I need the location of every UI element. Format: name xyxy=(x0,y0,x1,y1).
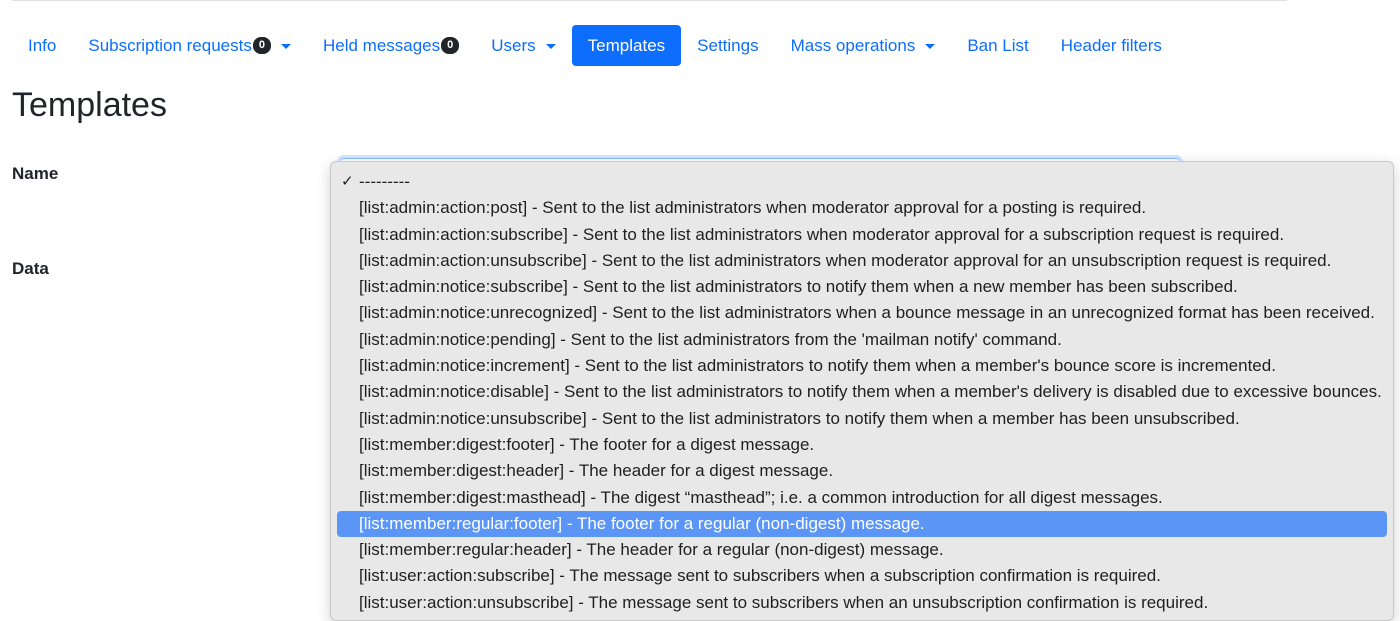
name-field-label: Name xyxy=(12,164,59,183)
subscription-requests-count-badge: 0 xyxy=(253,37,271,54)
dropdown-option-label: [list:admin:notice:unrecognized] - Sent to the list administrators when a bounce message in an unrecognized format has been received. xyxy=(359,303,1375,323)
tab-info[interactable] xyxy=(12,25,72,66)
dropdown-option[interactable] xyxy=(337,432,1387,458)
dropdown-option-label: [list:member:regular:header] - The header for a regular (non-digest) message. xyxy=(359,540,944,560)
dropdown-option[interactable] xyxy=(337,327,1387,353)
dropdown-option-label: [list:admin:notice:subscribe] - Sent to the list administrators to notify them when a new member has been subscribed. xyxy=(359,277,1238,297)
dropdown-option-label: [list:member:digest:footer] - The footer for a digest message. xyxy=(359,434,815,454)
tab-templates[interactable] xyxy=(572,25,681,66)
tab-ban-list-label: Ban List xyxy=(967,35,1029,55)
dropdown-option-label: [list:member:digest:masthead] - The digest “masthead”; i.e. a common introduction for all digest messages. xyxy=(359,487,1163,507)
tab-header-filters-label: Header filters xyxy=(1060,35,1162,55)
dropdown-option[interactable] xyxy=(337,406,1387,432)
template-name-dropdown[interactable] xyxy=(330,161,1394,621)
list-admin-nav xyxy=(12,25,1178,66)
dropdown-option[interactable] xyxy=(337,353,1387,379)
tab-mass-operations-label: Mass operations xyxy=(790,35,916,55)
tab-settings[interactable] xyxy=(681,25,774,66)
tab-subscription-requests[interactable] xyxy=(72,25,307,66)
dropdown-option-label: [list:admin:notice:disable] - Sent to the list administrators to notify them when a member's delivery is disabled due to excessive bounces. xyxy=(359,382,1382,402)
dropdown-option[interactable] xyxy=(337,195,1387,221)
dropdown-option-label: [list:admin:notice:pending] - Sent to the list administrators from the 'mailman notify' command. xyxy=(359,329,1062,349)
page-title: Templates xyxy=(12,86,167,124)
top-divider xyxy=(12,0,1287,1)
dropdown-option-label: [list:admin:action:unsubscribe] - Sent to the list administrators when moderator approval for an unsubscription request is required. xyxy=(359,250,1332,270)
tab-subscription-requests-label: Subscription requests xyxy=(88,35,252,55)
checkmark-icon: ✓ xyxy=(341,173,354,190)
dropdown-option-highlighted[interactable] xyxy=(337,511,1387,537)
tab-header-filters[interactable] xyxy=(1045,25,1178,66)
dropdown-option[interactable] xyxy=(337,590,1387,616)
chevron-down-icon xyxy=(546,44,556,49)
chevron-down-icon xyxy=(925,44,935,49)
held-messages-count-badge: 0 xyxy=(441,37,459,54)
dropdown-option[interactable] xyxy=(337,169,1387,195)
tab-held-messages[interactable] xyxy=(307,25,475,66)
dropdown-option-label: [list:user:action:unsubscribe] - The message sent to subscribers when an unsubscription confirmation is required. xyxy=(359,592,1209,612)
tab-templates-label: Templates xyxy=(587,35,666,55)
tab-ban-list[interactable] xyxy=(951,25,1044,66)
dropdown-option[interactable] xyxy=(337,274,1387,300)
tab-settings-label: Settings xyxy=(697,35,759,55)
dropdown-option-label: --------- xyxy=(359,172,410,191)
dropdown-option-label: [list:admin:notice:increment] - Sent to the list administrators to notify them when a member's bounce score is incremented. xyxy=(359,356,1276,376)
dropdown-option[interactable] xyxy=(337,248,1387,274)
tab-mass-operations[interactable] xyxy=(775,25,952,66)
dropdown-option-label: [list:member:regular:footer] - The footer for a regular (non-digest) message. xyxy=(359,513,925,533)
dropdown-options-list xyxy=(337,169,1387,616)
dropdown-option-label: [list:user:action:subscribe] - The message sent to subscribers when a subscription confirmation is required. xyxy=(359,566,1161,586)
tab-users[interactable] xyxy=(475,25,571,66)
tab-held-messages-label: Held messages xyxy=(322,35,441,55)
dropdown-option[interactable] xyxy=(337,379,1387,405)
dropdown-option-label: [list:admin:action:post] - Sent to the list administrators when moderator approval for a posting is required. xyxy=(359,198,1147,218)
dropdown-option[interactable] xyxy=(337,537,1387,563)
dropdown-option[interactable] xyxy=(337,563,1387,589)
dropdown-option-label: [list:member:digest:header] - The header for a digest message. xyxy=(359,461,834,481)
dropdown-option-label: [list:admin:action:subscribe] - Sent to the list administrators when moderator approval for a subscription request is required. xyxy=(359,224,1285,244)
dropdown-option-label: [list:admin:notice:unsubscribe] - Sent to the list administrators to notify them when a member has been unsubscribed. xyxy=(359,408,1240,428)
dropdown-option[interactable] xyxy=(337,458,1387,484)
data-field-label: Data xyxy=(12,259,49,278)
dropdown-option[interactable] xyxy=(337,485,1387,511)
dropdown-option[interactable] xyxy=(337,300,1387,326)
dropdown-option[interactable] xyxy=(337,222,1387,248)
tab-info-label: Info xyxy=(28,35,57,55)
chevron-down-icon xyxy=(281,44,291,49)
tab-users-label: Users xyxy=(491,35,536,55)
